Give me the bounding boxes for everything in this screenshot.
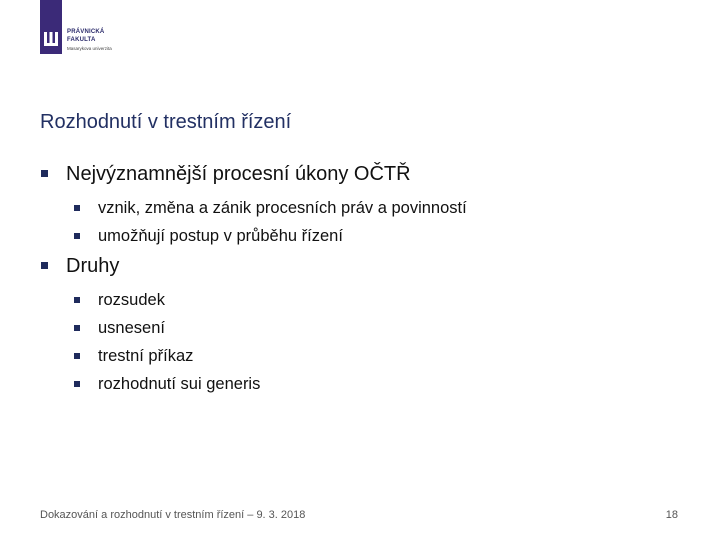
square-bullet-icon	[41, 170, 48, 177]
bullet-level2	[40, 286, 680, 314]
bullet-level2	[40, 194, 680, 222]
bullet-level1	[40, 252, 680, 286]
page-number: 18	[665, 509, 678, 521]
bullet-text: Nejvýznamnější procesní úkony OČTŘ	[66, 163, 411, 185]
bullet-text: usnesení	[98, 319, 165, 337]
bullet-text: umožňují postup v průběhu řízení	[98, 227, 343, 245]
bullet-text: vznik, změna a zánik procesních práv a povinností	[98, 199, 467, 217]
bullet-text: rozhodnutí sui generis	[98, 375, 261, 393]
bullet-text: Druhy	[66, 255, 120, 277]
square-bullet-icon	[74, 353, 80, 359]
bullet-level2	[40, 314, 680, 342]
logo-text	[67, 28, 104, 44]
bullet-text: trestní příkaz	[98, 347, 194, 365]
square-bullet-icon	[74, 205, 80, 211]
bullet-level2	[40, 222, 680, 250]
logo-line2: FAKULTA	[67, 37, 96, 43]
slide-footer: Dokazování a rozhodnutí v trestním řízení – 9. 3. 2018	[40, 509, 306, 521]
bullet-level2	[40, 342, 680, 370]
logo-subtitle: Masarykova univerzita	[67, 46, 112, 51]
logo-line1: PRÁVNICKÁ	[67, 29, 105, 35]
square-bullet-icon	[74, 297, 80, 303]
square-bullet-icon	[74, 325, 80, 331]
faculty-logo	[40, 0, 150, 60]
bullet-level1	[40, 160, 680, 194]
square-bullet-icon	[74, 233, 80, 239]
slide-title: Rozhodnutí v trestním řízení	[40, 111, 292, 133]
square-bullet-icon	[41, 262, 48, 269]
bullet-level2	[40, 370, 680, 398]
bullet-text: rozsudek	[98, 291, 165, 309]
square-bullet-icon	[74, 381, 80, 387]
logo-bar	[40, 0, 62, 54]
slide-content	[40, 160, 680, 398]
university-emblem-icon	[43, 30, 59, 48]
